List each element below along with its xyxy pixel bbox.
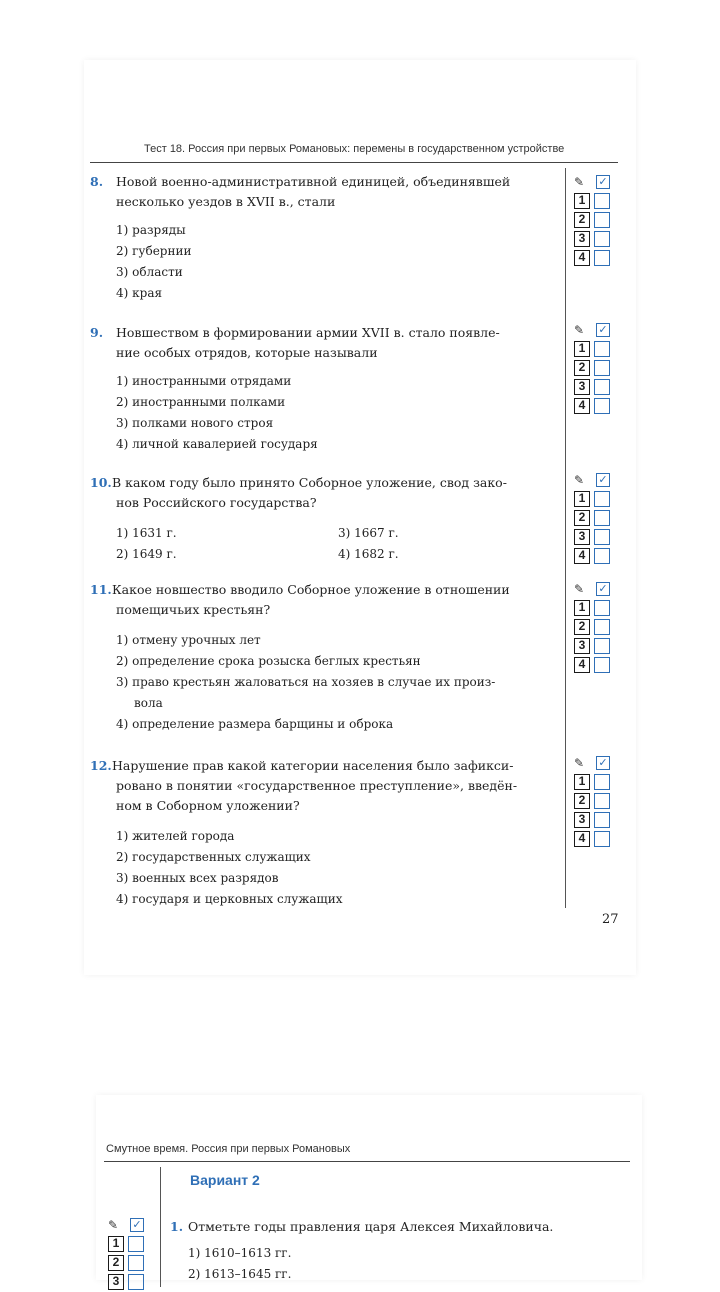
option-number: 2 xyxy=(108,1255,124,1271)
question-stem-line: Новой военно-административной единицей, объединявшей xyxy=(116,174,511,189)
option-number: 3 xyxy=(574,231,590,247)
question-stem-line: помещичьих крестьян? xyxy=(116,602,271,617)
answer-box-12 xyxy=(574,755,614,849)
question-stem-line: ние особых отрядов, которые называли xyxy=(116,345,378,360)
answer-option: 3) военных всех разрядов xyxy=(116,871,279,885)
answer-option: 4) определение размера барщины и оброка xyxy=(116,717,394,731)
option-number: 4 xyxy=(574,548,590,564)
question-stem-line: Нарушение прав какой категории населения было зафикси- xyxy=(112,758,514,773)
page-28 xyxy=(96,1095,642,1288)
answer-checkbox[interactable] xyxy=(128,1255,144,1271)
answer-checkbox[interactable] xyxy=(128,1236,144,1252)
question-stem-line: ровано в понятии «государственное преступление», введён- xyxy=(116,778,518,793)
running-head: Смутное время. Россия при первых Романовых xyxy=(106,1143,351,1155)
answer-column-divider xyxy=(565,168,566,908)
answer-option: 3) области xyxy=(116,265,183,279)
checkmark-icon: ✓ xyxy=(596,175,610,189)
pencil-icon: ✎ xyxy=(574,175,585,189)
question-stem-line: Какое новшество вводило Соборное уложение в отношении xyxy=(112,582,510,597)
answer-option: 2) 1613–1645 гг. xyxy=(188,1267,292,1281)
answer-checkbox[interactable] xyxy=(594,341,610,357)
answer-checkbox[interactable] xyxy=(594,231,610,247)
option-number: 2 xyxy=(574,793,590,809)
answer-checkbox[interactable] xyxy=(594,510,610,526)
answer-checkbox[interactable] xyxy=(594,360,610,376)
answer-checkbox[interactable] xyxy=(594,638,610,654)
checkmark-icon: ✓ xyxy=(130,1218,144,1232)
answer-option: вола xyxy=(134,696,163,710)
answer-option: 2) государственных служащих xyxy=(116,850,311,864)
question-10 xyxy=(90,473,560,573)
pencil-icon: ✎ xyxy=(574,582,585,596)
question-number: 8. xyxy=(90,174,104,189)
question-number: 9. xyxy=(90,325,104,340)
option-number: 4 xyxy=(574,398,590,414)
answer-option: 4) 1682 г. xyxy=(338,547,399,561)
answer-box-1 xyxy=(108,1217,148,1292)
answer-checkbox[interactable] xyxy=(594,491,610,507)
question-1 xyxy=(170,1217,630,1287)
answer-checkbox[interactable] xyxy=(594,657,610,673)
pencil-icon: ✎ xyxy=(108,1218,119,1232)
answer-checkbox[interactable] xyxy=(594,812,610,828)
answer-option: 2) губернии xyxy=(116,244,192,258)
option-number: 1 xyxy=(574,491,590,507)
answer-checkbox[interactable] xyxy=(594,250,610,266)
option-number: 3 xyxy=(574,529,590,545)
answer-checkbox[interactable] xyxy=(594,212,610,228)
question-stem-line: Новшеством в формировании армии XVII в. стало появле- xyxy=(116,325,500,340)
option-number: 2 xyxy=(574,510,590,526)
pencil-icon: ✎ xyxy=(574,473,585,487)
pencil-icon: ✎ xyxy=(574,756,585,770)
option-number: 1 xyxy=(574,774,590,790)
question-12 xyxy=(90,756,560,916)
header-rule xyxy=(104,1161,630,1162)
page-27 xyxy=(84,60,636,975)
option-number: 1 xyxy=(108,1236,124,1252)
option-number: 1 xyxy=(574,341,590,357)
answer-checkbox[interactable] xyxy=(594,619,610,635)
answer-checkbox[interactable] xyxy=(594,398,610,414)
question-stem-line: несколько уездов в XVII в., стали xyxy=(116,194,336,209)
answer-option: 1) 1631 г. xyxy=(116,526,177,540)
option-number: 3 xyxy=(574,638,590,654)
checkmark-icon: ✓ xyxy=(596,323,610,337)
page-number: 27 xyxy=(602,912,619,927)
answer-option: 1) отмену урочных лет xyxy=(116,633,261,647)
question-number: 1. xyxy=(170,1219,184,1234)
answer-checkbox[interactable] xyxy=(594,774,610,790)
header-rule xyxy=(90,162,618,163)
question-stem-line: В каком году было принято Соборное уложение, свод зако- xyxy=(112,475,507,490)
option-number: 4 xyxy=(574,250,590,266)
question-number: 10. xyxy=(90,475,112,490)
option-number: 2 xyxy=(574,360,590,376)
answer-option: 2) определение срока розыска беглых крестьян xyxy=(116,654,421,668)
option-number: 4 xyxy=(574,831,590,847)
answer-checkbox[interactable] xyxy=(594,793,610,809)
question-8 xyxy=(90,172,560,312)
checkmark-icon: ✓ xyxy=(596,582,610,596)
answer-box-9 xyxy=(574,322,614,416)
checkmark-icon: ✓ xyxy=(596,756,610,770)
question-stem-line: нов Российского государства? xyxy=(116,495,317,510)
checkmark-icon: ✓ xyxy=(596,473,610,487)
option-number: 4 xyxy=(574,657,590,673)
answer-checkbox[interactable] xyxy=(594,529,610,545)
answer-option: 2) 1649 г. xyxy=(116,547,177,561)
option-number: 1 xyxy=(574,193,590,209)
variant-heading: Вариант 2 xyxy=(190,1172,260,1188)
question-number: 11. xyxy=(90,582,112,597)
answer-checkbox[interactable] xyxy=(128,1274,144,1290)
option-number: 3 xyxy=(574,812,590,828)
answer-box-11 xyxy=(574,581,614,675)
answer-option: 1) 1610–1613 гг. xyxy=(188,1246,292,1260)
running-head: Тест 18. Россия при первых Романовых: перемены в государственном устройстве xyxy=(144,143,565,155)
option-number: 2 xyxy=(574,212,590,228)
option-number: 3 xyxy=(108,1274,124,1290)
pencil-icon: ✎ xyxy=(574,323,585,337)
answer-option: 4) государя и церковных служащих xyxy=(116,892,343,906)
option-number: 3 xyxy=(574,379,590,395)
answer-box-10 xyxy=(574,472,614,566)
answer-column-divider xyxy=(160,1167,161,1287)
answer-checkbox[interactable] xyxy=(594,548,610,564)
answer-option: 3) право крестьян жаловаться на хозяев в случае их произ- xyxy=(116,675,496,689)
answer-checkbox[interactable] xyxy=(594,600,610,616)
option-number: 1 xyxy=(574,600,590,616)
answer-option: 4) края xyxy=(116,286,163,300)
answer-checkbox[interactable] xyxy=(594,193,610,209)
answer-option: 1) разряды xyxy=(116,223,186,237)
answer-option: 3) 1667 г. xyxy=(338,526,399,540)
answer-option: 3) полками нового строя xyxy=(116,416,274,430)
answer-option: 4) личной кавалерией государя xyxy=(116,437,318,451)
answer-checkbox[interactable] xyxy=(594,379,610,395)
question-9 xyxy=(90,323,560,463)
answer-option: 1) жителей города xyxy=(116,829,235,843)
question-stem-line: Отметьте годы правления царя Алексея Михайловича. xyxy=(188,1219,554,1234)
question-stem-line: ном в Соборном уложении? xyxy=(116,798,300,813)
answer-option: 1) иностранными отрядами xyxy=(116,374,292,388)
question-number: 12. xyxy=(90,758,112,773)
option-number: 2 xyxy=(574,619,590,635)
answer-option: 2) иностранными полками xyxy=(116,395,286,409)
answer-box-8 xyxy=(574,174,614,268)
question-11 xyxy=(90,580,560,745)
answer-checkbox[interactable] xyxy=(594,831,610,847)
